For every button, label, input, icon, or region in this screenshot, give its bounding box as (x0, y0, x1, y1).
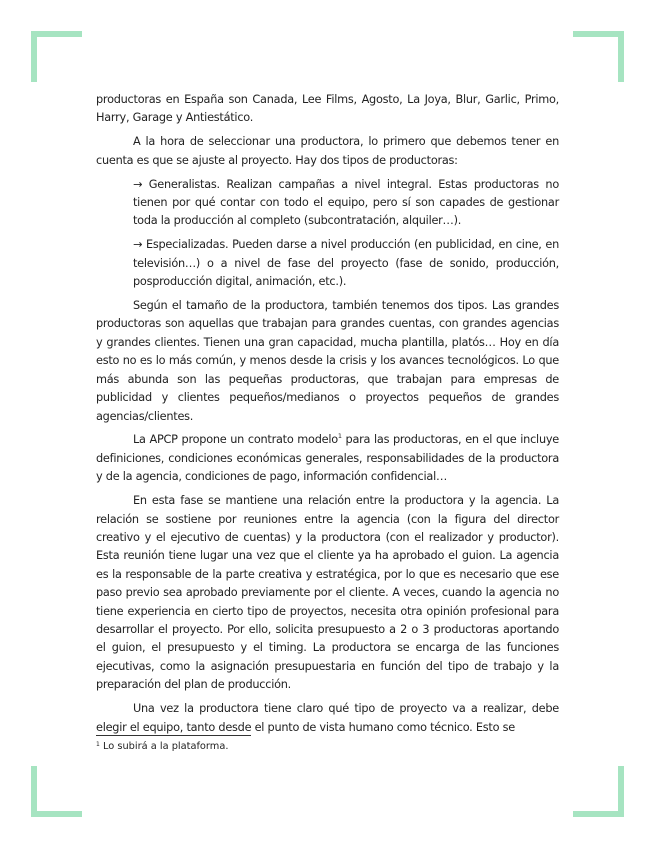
corner-mark-top-right-vertical (618, 31, 624, 82)
bullet-generalistas (133, 176, 559, 231)
footnote-reference: 1 (337, 432, 342, 441)
paragraph-relacion: En esta fase se mantiene una relación entre la productora y la agencia. La relación se sostiene por reuniones entre la agencia (con la figura del director creativo y el ejecutivo de cuentas) y la productora (con el realizador y productor). Esta reunión tiene lugar una vez que el cliente ya ha aprobado el guion. La agencia es la responsable de la parte creativa y estratégica, por lo que es necesario que ese paso previo sea aprobado previamente por el cliente. A veces, cuando la agencia no tiene experiencia en cierto tipo de proyectos, necesita otra opinión profesional para desarrollar el proyecto. Por ello, solicita presupuesto a 2 o 3 productoras aportando el guion, el presupuesto y el timing. La productora se encarga de las funciones ejecutivas, como la asignación presupuestaria en función del tipo de trabajo y la preparación del plan de producción. (96, 494, 559, 692)
paragraph-tipos-intro: A la hora de seleccionar una productora, lo primero que debemos tener en cuenta es que se ajuste al proyecto. Hay dos tipos de productoras: (96, 135, 559, 167)
footnote (96, 740, 228, 754)
corner-mark-top-left-vertical (31, 31, 37, 82)
bullet-especializadas (133, 236, 559, 291)
arrow-bullet-icon: → (133, 177, 143, 191)
body-text (96, 91, 559, 742)
paragraph-equipo: Una vez la productora tiene claro qué tipo de proyecto va a realizar, debe elegir el equipo, tanto desde el punto de vista humano como técnico. Esto se (96, 702, 559, 734)
footnote-text: Lo subirá a la plataforma. (99, 741, 229, 752)
bullet-generalistas-text: Generalistas. Realizan campañas a nivel integral. Estas productoras no tienen por qué contar con todo el equipo, pero sí son capades de gestionar toda la producción al completo (subcontratación, alquiler…). (133, 177, 559, 228)
footnote-marker: 1 (96, 741, 100, 748)
corner-mark-bottom-left-vertical (31, 766, 37, 817)
corner-mark-top-right-horizontal (573, 31, 624, 37)
bullet-especializadas-text: Especializadas. Pueden darse a nivel producción (en publicidad, en cine, en televisión…) o a nivel de fase del proyecto (fase de sonido, producción, posproducción digital, animación, etc.). (133, 238, 559, 289)
paragraph-productoras-list: productoras en España son Canada, Lee Films, Agosto, La Joya, Blur, Garlic, Primo, Harry, Garage y Antiestático. (96, 93, 559, 125)
arrow-bullet-icon: → (133, 238, 143, 252)
paragraph-tamano: Según el tamaño de la productora, también tenemos dos tipos. Las grandes productoras son aquellas que trabajan para grandes cuentas, con grandes agencias y grandes clientes. Tienen una gran capacidad, mucha plantilla, platós… Hoy en día esto no es lo más común, y menos desde la crisis y los avances tecnológicos. Lo que más abunda son las pequeñas productoras, que trabajan para empresas de publicidad y clientes pequeños/medianos o proyectos pequeños de grandes agencias/clientes. (96, 299, 559, 423)
paragraph-apcp: La APCP propone un contrato modelo$^1$ para las productoras, en el que incluye definiciones, condiciones económicas generales, responsabilidades de la productora y de la agencia, condiciones de pago, información confidencial… (96, 432, 559, 484)
footnote-divider (96, 735, 251, 736)
corner-mark-bottom-right-horizontal (573, 811, 624, 817)
corner-mark-bottom-right-vertical (618, 766, 624, 817)
corner-mark-bottom-left-horizontal (31, 811, 82, 817)
corner-mark-top-left-horizontal (31, 31, 82, 37)
